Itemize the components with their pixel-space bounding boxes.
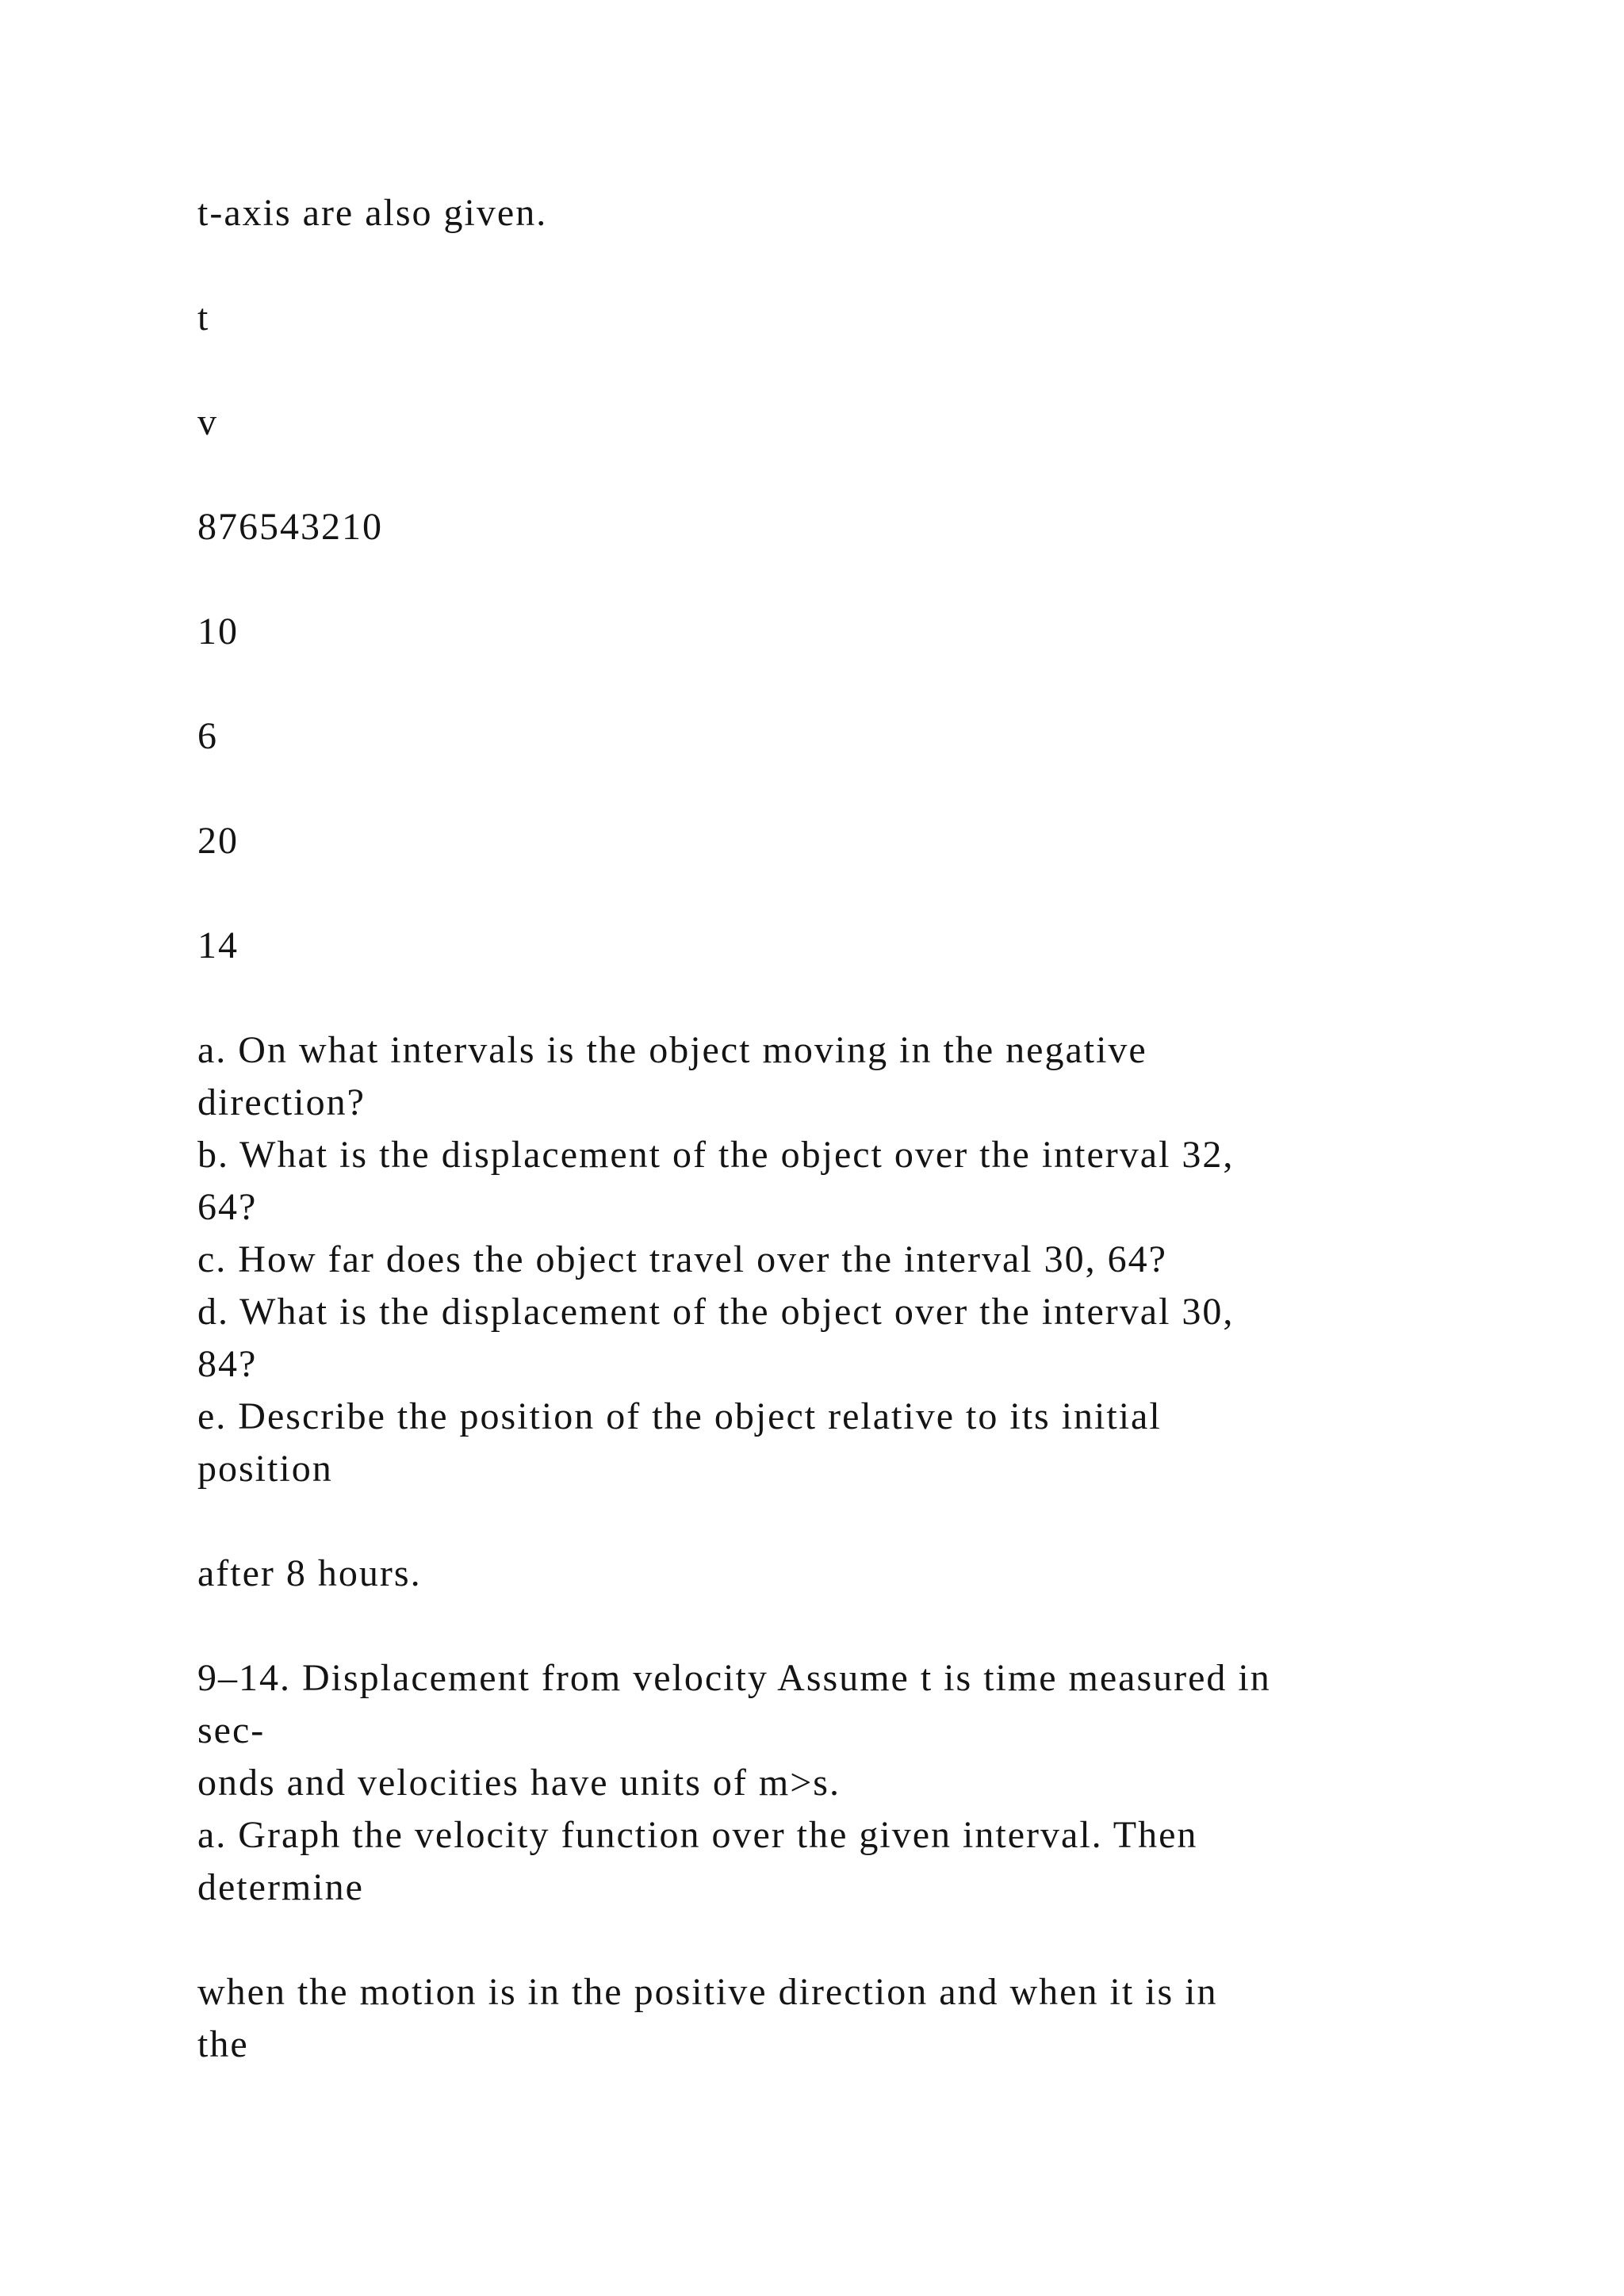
text-line: after 8 hours. <box>197 1552 422 1594</box>
text-line: 20 <box>197 820 239 862</box>
text-line: 10 <box>197 610 239 652</box>
paragraph-gap <box>197 763 1506 815</box>
text-line: 876543210 <box>197 506 383 548</box>
text-line: the <box>197 2023 249 2065</box>
paragraph-gap <box>197 1914 1506 1966</box>
text-line: e. Describe the position of the object relative to its initial <box>197 1395 1162 1437</box>
paragraph-gap <box>197 867 1506 920</box>
paragraph-gap <box>197 1495 1506 1548</box>
text-line: 6 <box>197 715 218 757</box>
text-line: t <box>197 297 210 339</box>
text-line: a. On what intervals is the object moving in the negative <box>197 1029 1147 1071</box>
text-line: when the motion is in the positive direction and when it is in <box>197 1971 1218 2013</box>
text-line: 14 <box>197 924 239 966</box>
text-line: c. How far does the object travel over the interval 30, 64? <box>197 1238 1167 1280</box>
text-line: onds and velocities have units of m>s. <box>197 1762 841 1804</box>
paragraph-gap <box>197 344 1506 396</box>
text-column <box>197 187 1506 2071</box>
paragraph-gap <box>197 972 1506 1024</box>
text-line: 9–14. Displacement from velocity Assume t is time measured in <box>197 1657 1271 1699</box>
text-line: d. What is the displacement of the object over the interval 30, <box>197 1291 1235 1333</box>
paragraph-gap <box>197 239 1506 292</box>
paragraph-gap <box>197 449 1506 501</box>
text-line: position <box>197 1448 333 1490</box>
text-line: sec- <box>197 1709 266 1751</box>
paragraph-gap <box>197 1600 1506 1652</box>
paragraph-gap <box>197 658 1506 710</box>
text-line: determine <box>197 1866 364 1908</box>
paragraph-gap <box>197 553 1506 606</box>
text-line: v <box>197 401 218 443</box>
text-line: t-axis are also given. <box>197 192 548 234</box>
text-line: a. Graph the velocity function over the given interval. Then <box>197 1814 1198 1856</box>
text-line: 84? <box>197 1343 258 1385</box>
text-line: 64? <box>197 1186 258 1228</box>
text-line: direction? <box>197 1081 366 1123</box>
text-line: b. What is the displacement of the object over the interval 32, <box>197 1134 1235 1176</box>
